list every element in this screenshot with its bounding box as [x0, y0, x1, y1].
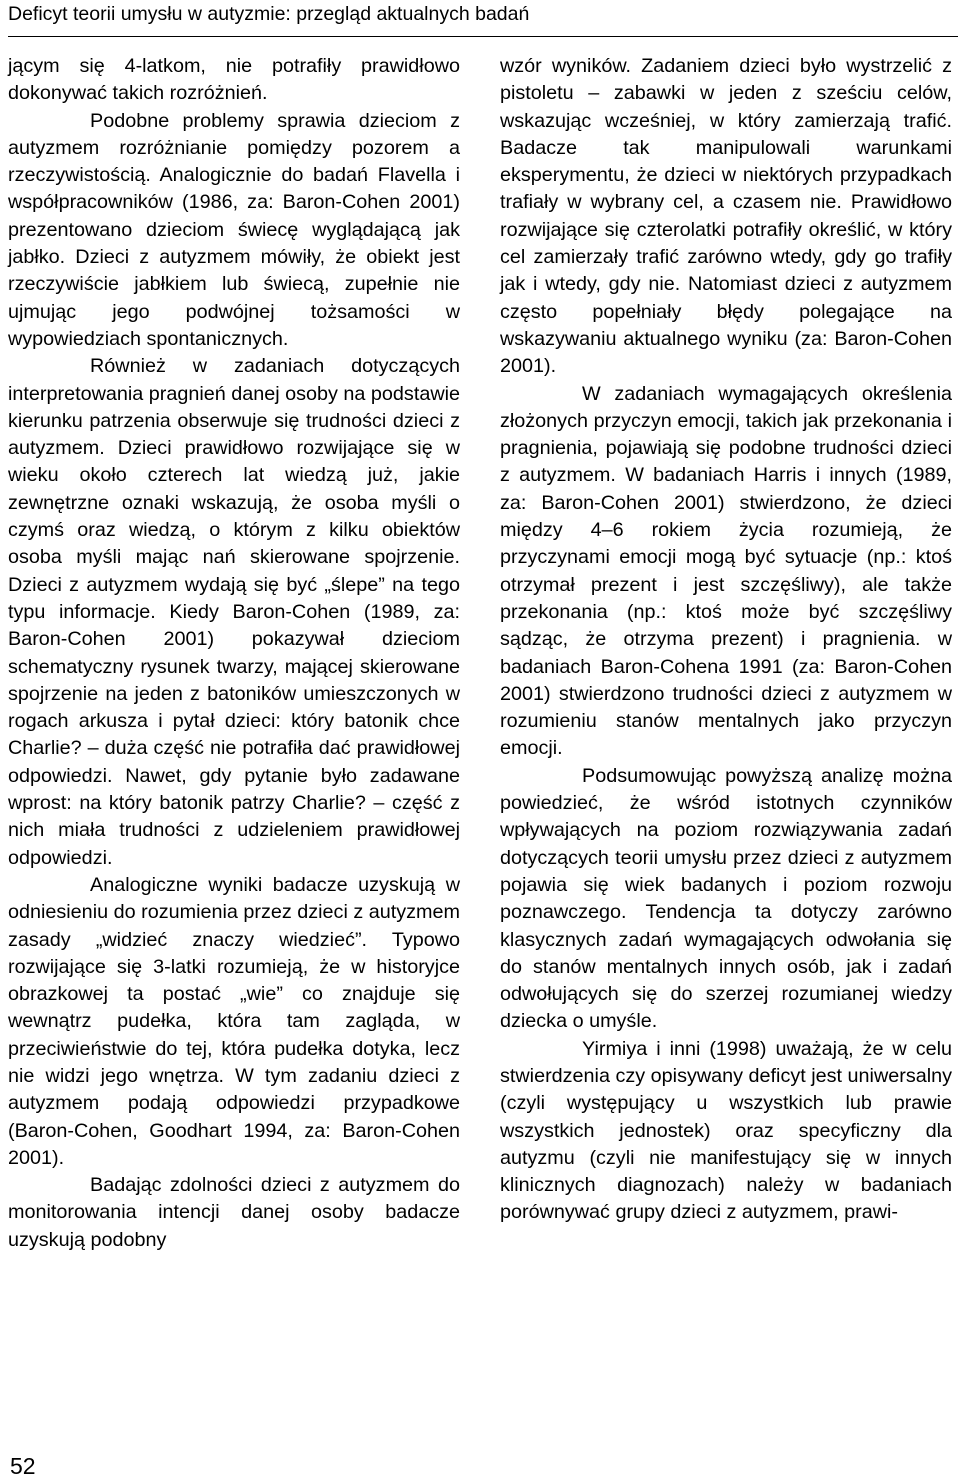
running-title: Deficyt teorii umysłu w autyzmie: przegląd aktualnych badań	[8, 3, 530, 25]
left-column	[8, 53, 460, 1254]
right-column	[500, 53, 952, 1227]
paragraph: W zadaniach wymagających określenia złożonych przyczyn emocji, takich jak przekonania i pragnienia, pojawiają się podobne trudności dzieci z autyzmem. W badaniach Harris i innych (1989, za: Baron-Cohen 2001) stwierdzono, że dzieci między 4–6 rokiem życia rozumieją, że przyczynami emocji mogą być sytuacje (np.: ktoś otrzymał prezent i jest szczęśliwy), ale także przekonania (np.: ktoś może być szczęśliwy sądząc, że otrzyma prezent) i pragnienia. w badaniach Baron-Cohena 1991 (za: Baron-Cohen 2001) stwierdzono trudności dzieci z autyzmem w rozumieniu stanów mentalnych jako przyczyn emocji.	[500, 382, 952, 760]
paragraph: Analogiczne wyniki badacze uzyskują w odniesieniu do rozumienia przez dzieci z autyzmem zasady „widzieć znaczy wiedzieć”. Typowo rozwijające się 3-latki rozumieją, że w historyjce obrazkowej ta postać „wie” co znajduje się wewnątrz pudełka, która tam zagląda, w przeciwieństwie do tej, która pudełka dotyka, lecz nie widzi jego wnętrza. W tym zadaniu dzieci z autyzmem podają odpowiedzi przypadkowe (Baron-Cohen, Goodhart 1994, za: Baron-Cohen 2001).	[8, 873, 460, 1169]
paragraph: Podobne problemy sprawia dzieciom z autyzmem rozróżnianie pomiędzy pozorem a rzeczywistością. Analogicznie do badań Flavella i współpracowników (1986, za: Baron-Cohen 2001) prezentowano dzieciom świecę wyglądającą jak jabłko. Dzieci z autyzmem mówiły, że obiekt jest rzeczywiście jabłkiem lub świecą, zupełnie nie ujmując jego podwójnej tożsamości w wypowiedziach spontanicznych.	[8, 109, 460, 350]
page-number: 52	[10, 1453, 36, 1479]
paragraph: Badając zdolności dzieci z autyzmem do monitorowania intencji danej osoby badacze uzyskują podobny	[8, 1174, 460, 1251]
paragraph: jącym się 4-latkom, nie potrafiły prawidłowo dokonywać takich rozróżnień.	[8, 55, 460, 105]
paragraph: Podsumowując powyższą analizę można powiedzieć, że wśród istotnych czynników wpływających na poziom rozwiązywania zadań dotyczących teorii umysłu przez dzieci z autyzmem pojawia się wiek badanych i poziom rozwoju poznawczego. Tendencja ta dotyczy zarówno klasycznych zadań wymagających odwołania się do stanów mentalnych innych osób, jak i zadań odwołujących się do szerzej rozumianej wiedzy dziecka o umyśle.	[500, 764, 952, 1033]
running-header	[8, 0, 958, 37]
paragraph: Również w zadaniach dotyczących interpretowania pragnień danej osoby na podstawie kierunku patrzenia obserwuje się trudności dzieci z autyzmem. Dzieci prawidłowo rozwijające się w wieku około czterech lat wiedzą już, jakie zewnętrzne oznaki wskazują, że osoba myśli o czymś oraz wiedzą, o którym z kilku obiektów osoba myśli mając nań skierowane spojrzenie. Dzieci z autyzmem wydają się być „ślepe” na tego typu informacje. Kiedy Baron-Cohen (1989, za: Baron-Cohen 2001) pokazywał dzieciom schematyczny rysunek twarzy, mającej skierowane spojrzenie na jeden z batoników umieszczonych w rogach arkusza i pytał dzieci: który batonik chce Charlie? – duża część nie potrafiła dać prawidłowej odpowiedzi. Nawet, gdy pytanie było zadawane wprost: na który batonik patrzy Charlie? – część z nich miała trudności z udzieleniem prawidłowej odpowiedzi.	[8, 355, 460, 869]
paragraph: Yirmiya i inni (1998) uważają, że w celu stwierdzenia czy opisywany deficyt jest uniwersalny (czyli występujący u wszystkich lub prawie wszystkich jednostek) oraz specyficzny dla autyzmu (czyli nie manifestujący się w innych klinicznych diagnozach) należy w badaniach porównywać grupy dzieci z autyzmem, prawi-	[500, 1037, 952, 1224]
paragraph: wzór wyników. Zadaniem dzieci było wystrzelić z pistoletu – zabawki w jeden z sześciu celów, wskazując wcześniej, w który zamierzają trafić. Badacze tak manipulowali warunkami eksperymentu, że dzieci w niektórych przypadkach trafiały w wybrany cel, a czasem nie. Prawidłowo rozwijające się czterolatki potrafiły określić, w który cel zamierzały trafić zarówno wtedy, gdy go trafiły jak i wtedy, gdy nie. Natomiast dzieci z autyzmem często popełniały błędy polegające na wskazywaniu aktualnego wyniku (za: Baron-Cohen 2001).	[500, 55, 952, 378]
